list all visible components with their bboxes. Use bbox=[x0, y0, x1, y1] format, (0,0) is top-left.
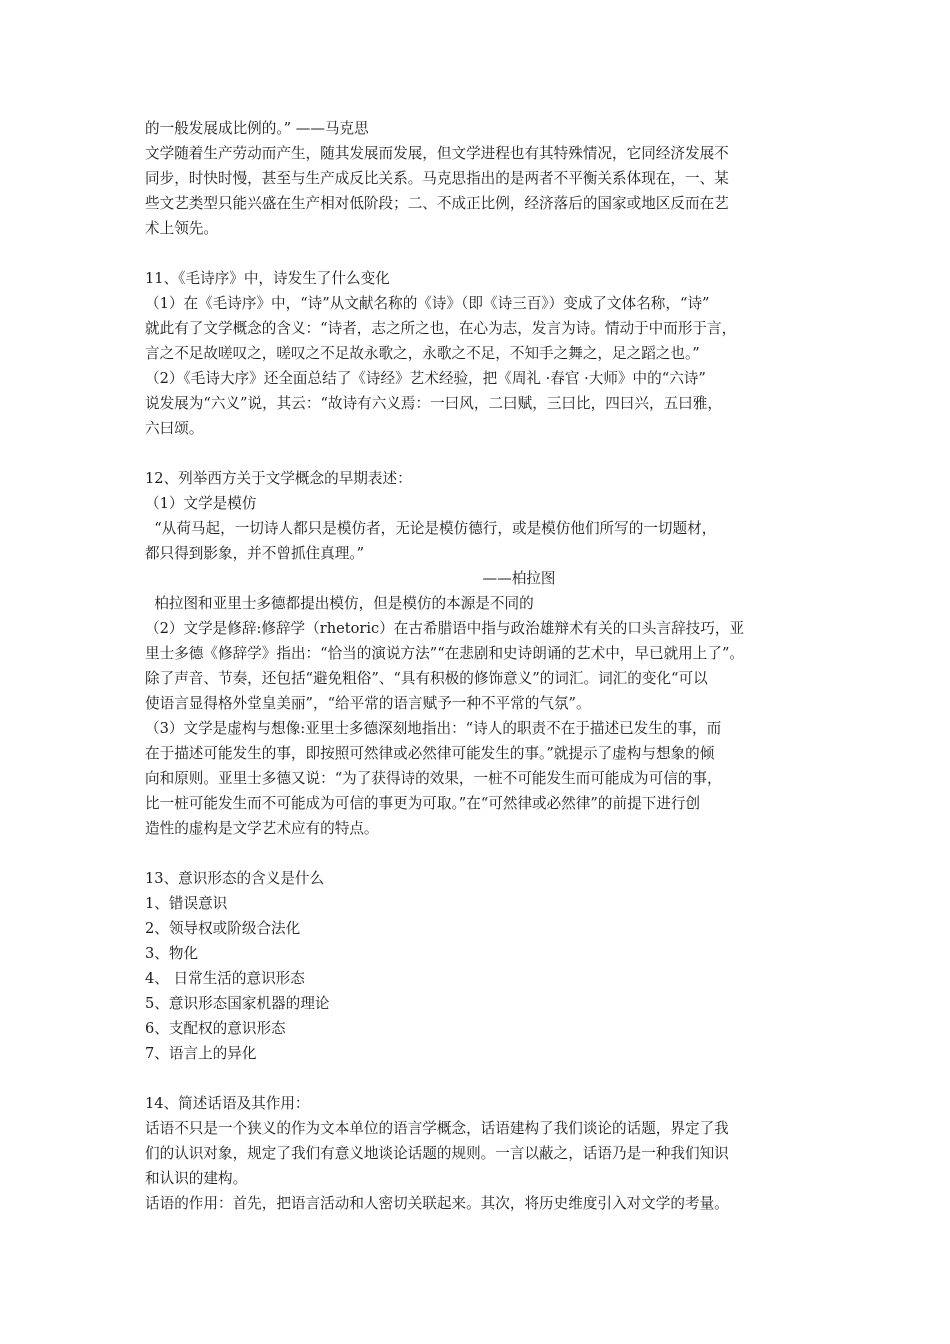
q13-item: 7、语言上的异化 bbox=[145, 1045, 257, 1062]
q12-line: （3）文学是虚构与想像:亚里士多德深刻地指出：“诗人的职责不在于描述已发生的事，而 bbox=[145, 720, 722, 737]
q11-line: 就此有了文学概念的含义：“诗者，志之所之也，在心为志，发言为诗。情动于中而形于言， bbox=[145, 320, 737, 337]
q14-line: 话语的作用：首先，把语言活动和人密切关联起来。其次，将历史维度引入对文学的考量。 bbox=[145, 1195, 729, 1212]
spacer bbox=[145, 841, 813, 866]
spacer bbox=[145, 241, 813, 266]
q11-heading: 11、《毛诗序》中，诗发生了什么变化 bbox=[145, 270, 390, 287]
q11-line: 六曰颂。 bbox=[145, 420, 204, 437]
q12-line: （2）文学是修辞:修辞学（rhetoric）在古希腊语中指与政治雄辩术有关的口头言辞技巧，亚 bbox=[145, 620, 745, 637]
quote-tail: 的一般发展成比例的。” ——马克思 bbox=[145, 120, 369, 137]
q13-item: 3、物化 bbox=[145, 945, 199, 962]
spacer bbox=[145, 1066, 813, 1091]
q13-item: 1、错误意识 bbox=[145, 895, 228, 912]
q11-line: 言之不足故嗟叹之，嗟叹之不足故永歌之，永歌之不足，不知手之舞之，足之蹈之也。” bbox=[145, 345, 700, 362]
q12-note: 柏拉图和亚里士多德都提出模仿，但是模仿的本源是不同的 bbox=[145, 595, 534, 612]
q12-quote-line: “从荷马起，一切诗人都只是模仿者，无论是模仿德行，或是模仿他们所写的一切题材， bbox=[145, 520, 717, 537]
q12-attribution: ——柏拉图 bbox=[482, 570, 556, 587]
spacer bbox=[145, 441, 813, 466]
intro-line: 些文艺类型只能兴盛在生产相对低阶段；二、不成正比例，经济落后的国家或地区反而在艺 bbox=[145, 195, 729, 212]
q13-item: 4、 日常生活的意识形态 bbox=[145, 970, 305, 987]
q13-item: 5、意识形态国家机器的理论 bbox=[145, 995, 330, 1012]
q12-quote-line: 都只得到影象，并不曾抓住真理。” bbox=[145, 545, 365, 562]
document-page bbox=[145, 116, 813, 1216]
intro-line: 术上领先。 bbox=[145, 220, 218, 237]
q12-line: 造性的虚构是文学艺术应有的特点。 bbox=[145, 820, 379, 837]
q14-line: 们的认识对象，规定了我们有意义地谈论话题的规则。一言以蔽之，话语乃是一种我们知识 bbox=[145, 1145, 729, 1162]
q12-sub1: （1）文学是模仿 bbox=[145, 495, 257, 512]
q12-line: 使语言显得格外堂皇美丽”，“给平常的语言赋予一种不平常的气氛”。 bbox=[145, 695, 591, 712]
q11-line: （2）《毛诗大序》还全面总结了《诗经》艺术经验，把《周礼 ·春官 ·大师》中的“六诗” bbox=[145, 370, 706, 387]
q13-heading: 13、意识形态的含义是什么 bbox=[145, 870, 325, 887]
q12-line: 向和原则。亚里士多德又说：“为了获得诗的效果，一桩不可能发生而可能成为可信的事， bbox=[145, 770, 722, 787]
q12-line: 除了声音、节奏，还包括“避免粗俗”、“具有积极的修饰意义”的词汇。词汇的变化“可以 bbox=[145, 670, 708, 687]
q11-line: 说发展为“六义”说，其云：“故诗有六义焉：一曰风，二曰赋，三曰比，四曰兴，五曰雅， bbox=[145, 395, 722, 412]
q14-heading: 14、简述话语及其作用： bbox=[145, 1095, 310, 1112]
q13-item: 2、领导权或阶级合法化 bbox=[145, 920, 301, 937]
q12-line: 在于描述可能发生的事，即按照可然律或必然律可能发生的事。”就提示了虚构与想象的倾 bbox=[145, 745, 715, 762]
q13-item: 6、支配权的意识形态 bbox=[145, 1020, 286, 1037]
intro-line: 文学随着生产劳动而产生，随其发展而发展，但文学进程也有其特殊情况，它同经济发展不 bbox=[145, 145, 729, 162]
intro-line: 同步，时快时慢，甚至与生产成反比关系。马克思指出的是两者不平衡关系体现在，一、某 bbox=[145, 170, 729, 187]
q12-line: 里士多德《修辞学》指出：“恰当的演说方法”“在悲剧和史诗朗诵的艺术中，早已就用上了”。 bbox=[145, 645, 745, 662]
q12-line: 比一桩可能发生而不可能成为可信的事更为可取。”在“可然律或必然律”的前提下进行创 bbox=[145, 795, 701, 812]
q11-line: （1）在《毛诗序》中，“诗”从文献名称的《诗》（即《诗三百》）变成了文体名称，“诗” bbox=[145, 295, 710, 312]
q12-heading: 12、列举西方关于文学概念的早期表述： bbox=[145, 470, 412, 487]
q14-line: 话语不只是一个狭义的作为文本单位的语言学概念，话语建构了我们谈论的话题，界定了我 bbox=[145, 1120, 729, 1137]
q14-line: 和认识的建构。 bbox=[145, 1170, 248, 1187]
